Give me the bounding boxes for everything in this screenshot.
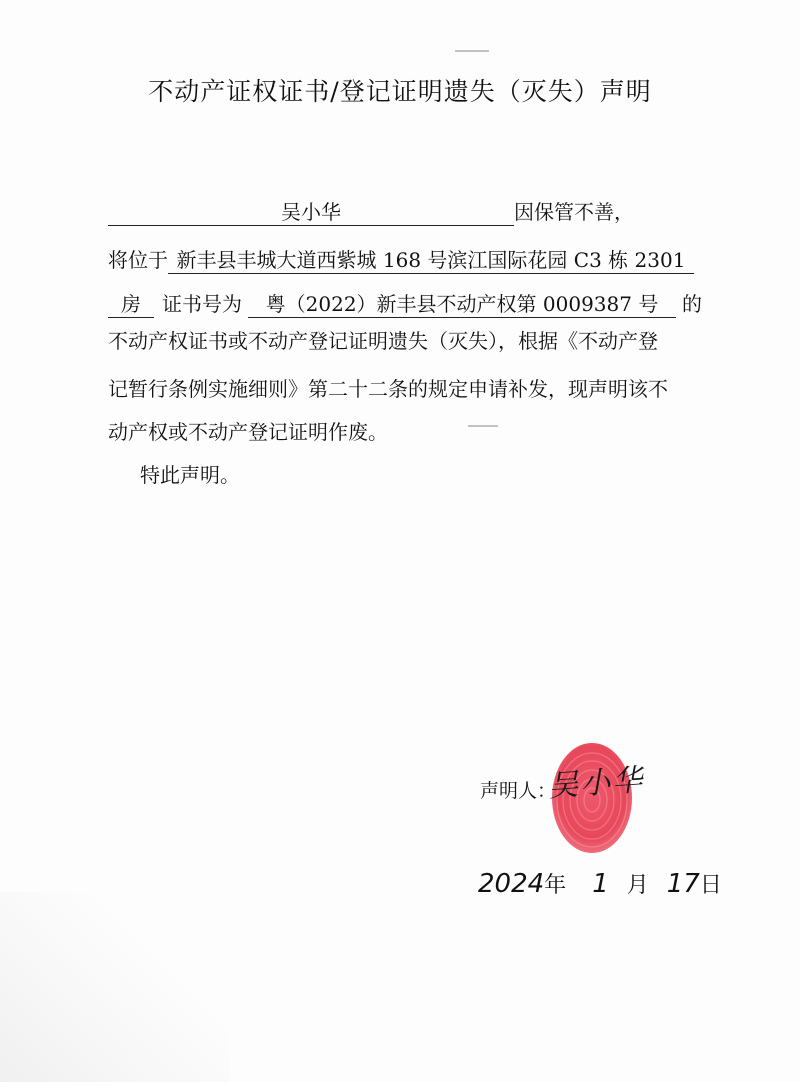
location-prefix: 将位于 <box>108 248 168 272</box>
scan-speck <box>455 50 489 52</box>
body-line-1: 不动产权证书或不动产登记证明遗失（灭失），根据《不动产登 <box>108 329 658 353</box>
scan-shadow <box>0 892 230 1082</box>
owner-suffix: 因保管不善， <box>514 200 634 224</box>
signing-date <box>478 868 722 899</box>
certificate-suffix: 的 <box>682 292 702 316</box>
address-value: 新丰县丰城大道西紫城 168 号滨江国际花园 C3 栋 2301 <box>168 247 694 274</box>
handwritten-signature: 吴小华 <box>547 762 646 805</box>
declarant-label: 声明人： <box>480 780 557 802</box>
date-month: 1 <box>592 869 609 899</box>
date-year: 2024 <box>478 869 545 899</box>
date-day: 17 <box>666 869 700 899</box>
certificate-number: 粤（2022）新丰县不动产权第 0009387 号 <box>248 291 676 318</box>
closing-statement: 特此声明。 <box>140 463 240 487</box>
certificate-line <box>108 290 702 318</box>
owner-line <box>108 198 634 226</box>
certificate-prefix: 证书号为 <box>162 292 242 316</box>
body-line-3: 动产权或不动产登记证明作废。 <box>108 420 388 444</box>
address-end: 房 <box>108 291 154 318</box>
owner-name: 吴小华 <box>108 199 514 226</box>
body-line-2: 记暂行条例实施细则》第二十二条的规定申请补发，现声明该不 <box>108 377 668 401</box>
document-title: 不动产证权证书/登记证明遗失（灭失）声明 <box>148 77 652 106</box>
date-year-unit: 年 <box>544 873 567 898</box>
date-day-unit: 日 <box>699 873 722 898</box>
location-line <box>108 246 694 274</box>
date-month-unit: 月 <box>626 873 649 898</box>
